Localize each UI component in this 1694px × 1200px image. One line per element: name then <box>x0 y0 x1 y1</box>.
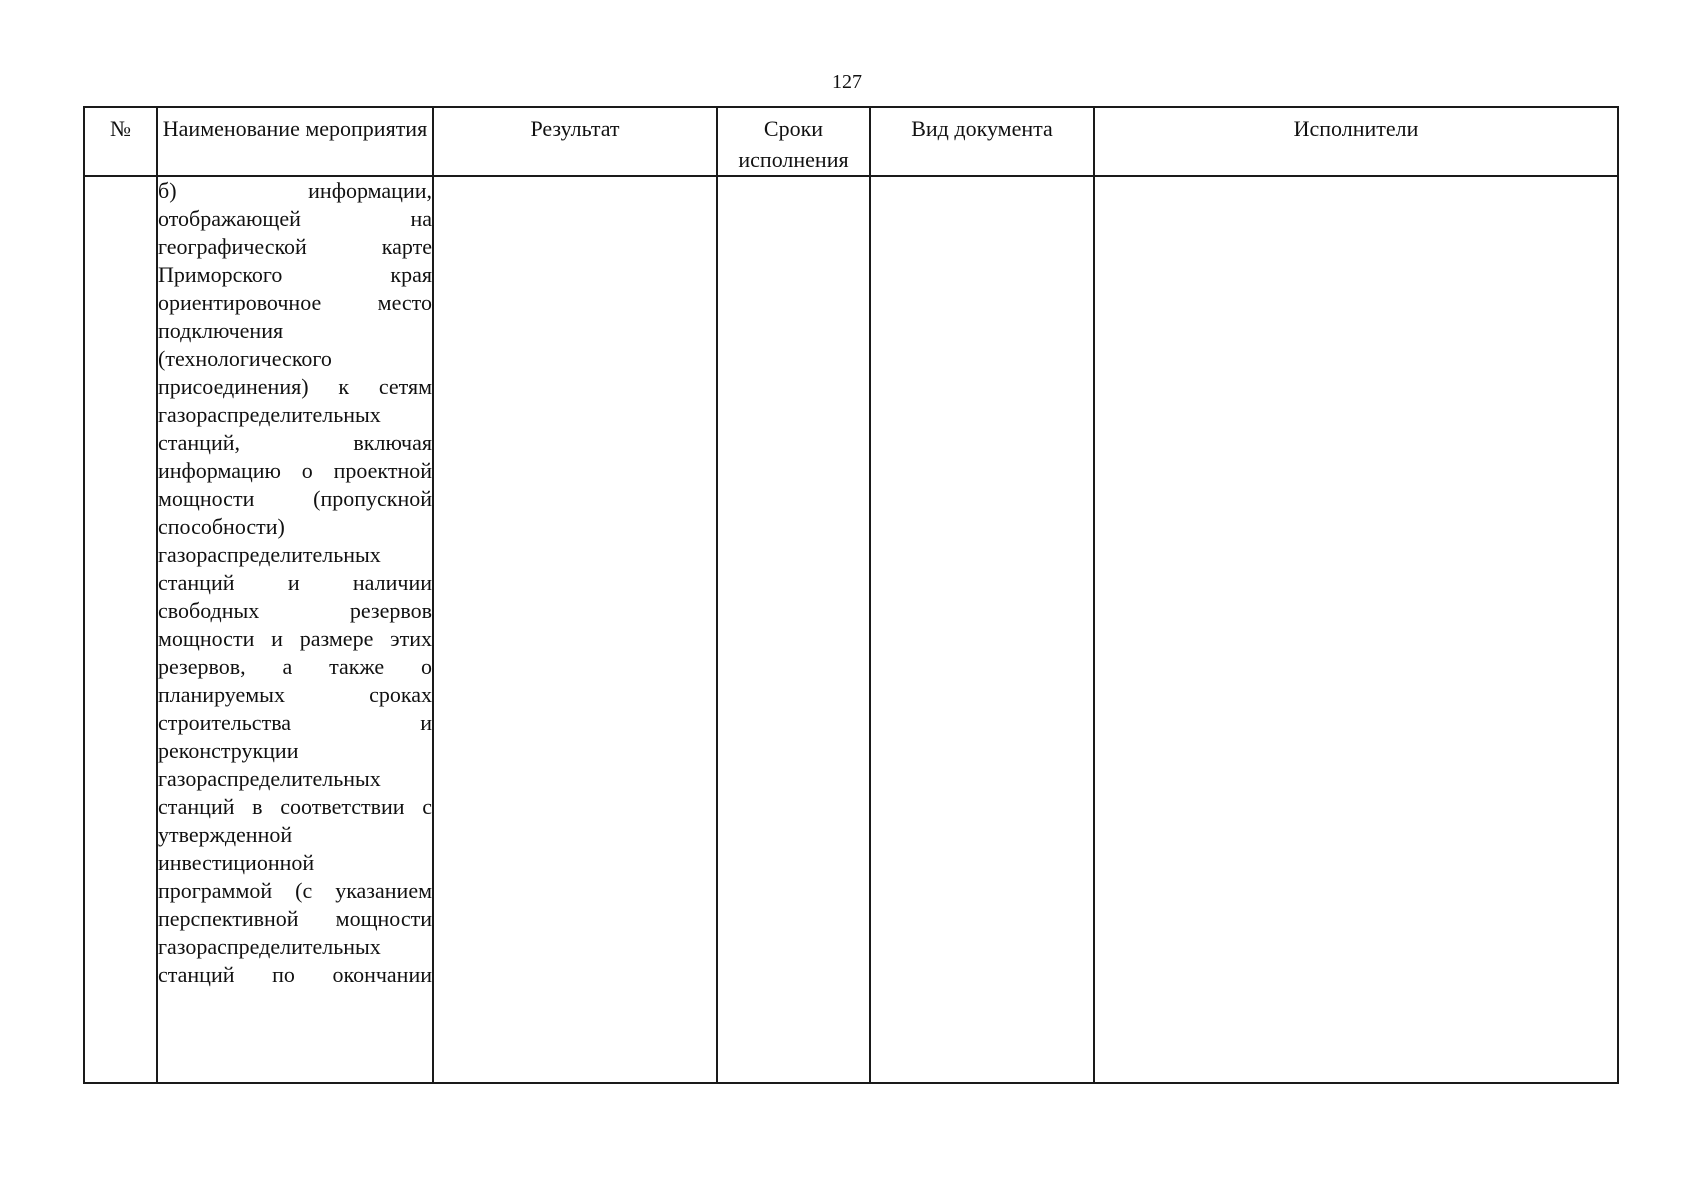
plan-table <box>83 106 1619 1084</box>
cell-deadline <box>717 176 870 1083</box>
header-deadline: Сроки исполнения <box>717 107 870 176</box>
header-name: Наименование мероприятия <box>157 107 433 176</box>
table-header <box>84 107 1618 176</box>
header-num: № <box>84 107 157 176</box>
cell-doc-type <box>870 176 1094 1083</box>
cell-num <box>84 176 157 1083</box>
page-number: 127 <box>832 71 862 93</box>
header-row <box>84 107 1618 176</box>
table-row <box>84 176 1618 1083</box>
cell-executors <box>1094 176 1618 1083</box>
header-result: Результат <box>433 107 717 176</box>
cell-name-text: б) информации, отображающей на географической карте Приморского края ориентировочное место подключения (технологического присоединения) к сетям газораспределительных станций, включая информацию о проектной мощности (пропускной способности) газораспределительных станций и наличии свободных резервов мощности и размере этих резервов, а также о планируемых сроках строительства и реконструкции газораспределительных станций в соответствии с утвержденной инвестиционной программой (с указанием перспективной мощности газораспределительных станций по окончании <box>158 178 432 987</box>
cell-name <box>157 176 433 1083</box>
header-doc-type: Вид документа <box>870 107 1094 176</box>
cell-result <box>433 176 717 1083</box>
table-body <box>84 176 1618 1083</box>
header-executors: Исполнители <box>1094 107 1618 176</box>
